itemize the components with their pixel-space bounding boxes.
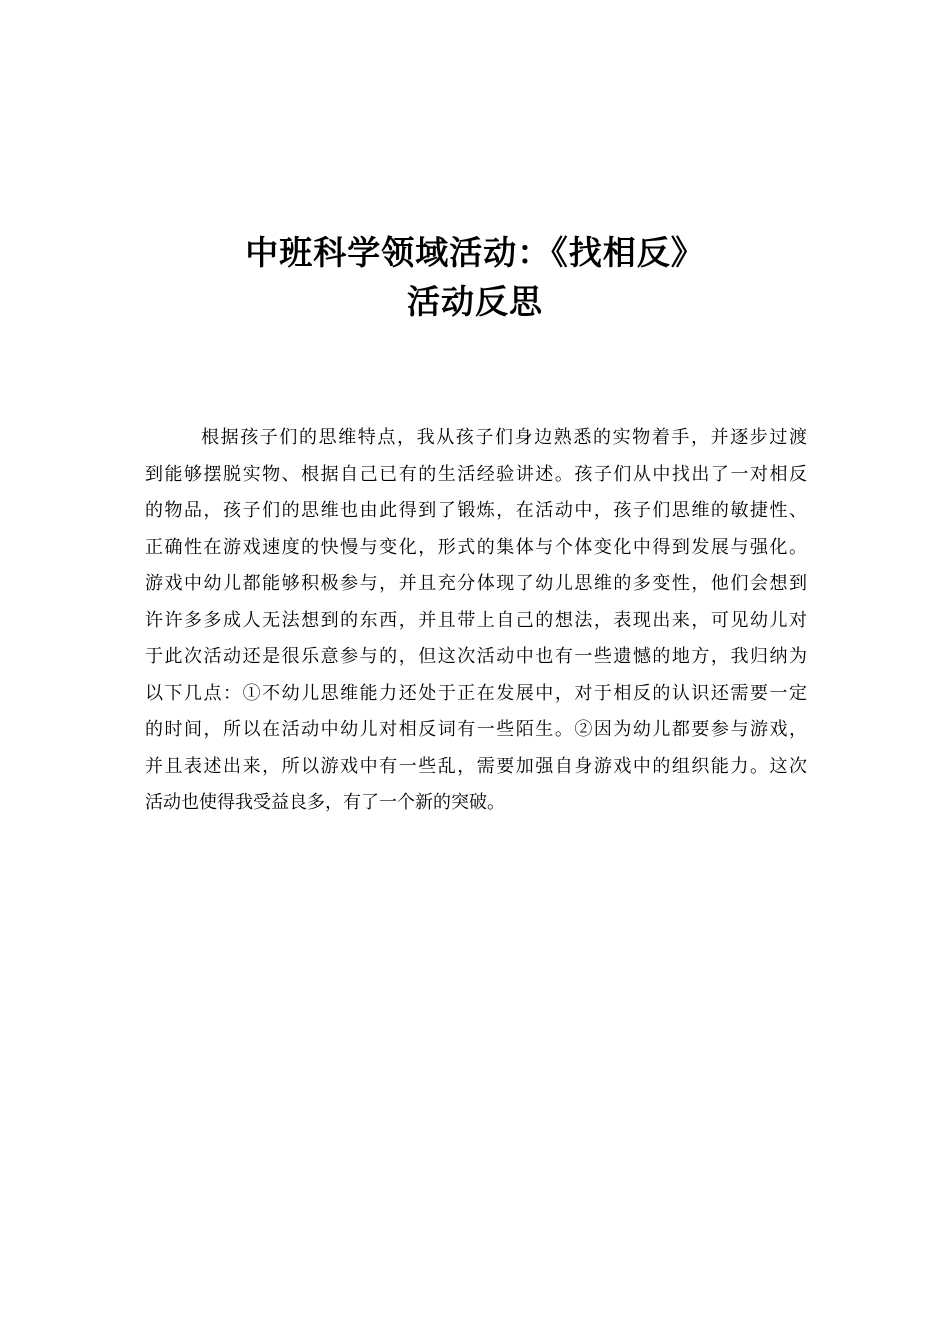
reflection-paragraph xyxy=(145,420,807,822)
paragraph-line: 的时间，所以在活动中幼儿对相反词有一些陌生。②因为幼儿都要参与游戏， xyxy=(145,719,807,740)
paragraph-line: 游戏中幼儿都能够积极参与，并且充分体现了幼儿思维的多变性，他们会想到 xyxy=(145,573,807,594)
paragraph-line: 到能够摆脱实物、根据自己已有的生活经验讲述。孩子们从中找出了一对相反 xyxy=(145,463,807,485)
paragraph-line: 根据孩子们的思维特点，我从孩子们身边熟悉的实物着手，并逐步过渡 xyxy=(201,427,807,448)
paragraph-line: 活动也使得我受益良多，有了一个新的突破。 xyxy=(145,792,505,813)
title-line-1: 中班科学领域活动：《找相反》 xyxy=(245,233,705,272)
document-title xyxy=(0,228,950,326)
paragraph-line: 的物品，孩子们的思维也由此得到了锻炼，在活动中，孩子们思维的敏捷性、 xyxy=(145,500,807,521)
paragraph-line: 正确性在游戏速度的快慢与变化，形式的集体与个体变化中得到发展与强化。 xyxy=(145,536,807,558)
paragraph-line: 于此次活动还是很乐意参与的，但这次活动中也有一些遗憾的地方，我归纳为 xyxy=(145,646,807,667)
title-line-2: 活动反思 xyxy=(407,282,543,321)
paragraph-line: 以下几点：①不幼儿思维能力还处于正在发展中，对于相反的认识还需要一定 xyxy=(145,682,807,704)
paragraph-line: 并且表述出来，所以游戏中有一些乱，需要加强自身游戏中的组织能力。这次 xyxy=(145,755,807,777)
paragraph-line: 许许多多成人无法想到的东西，并且带上自己的想法，表现出来，可见幼儿对 xyxy=(145,609,807,631)
